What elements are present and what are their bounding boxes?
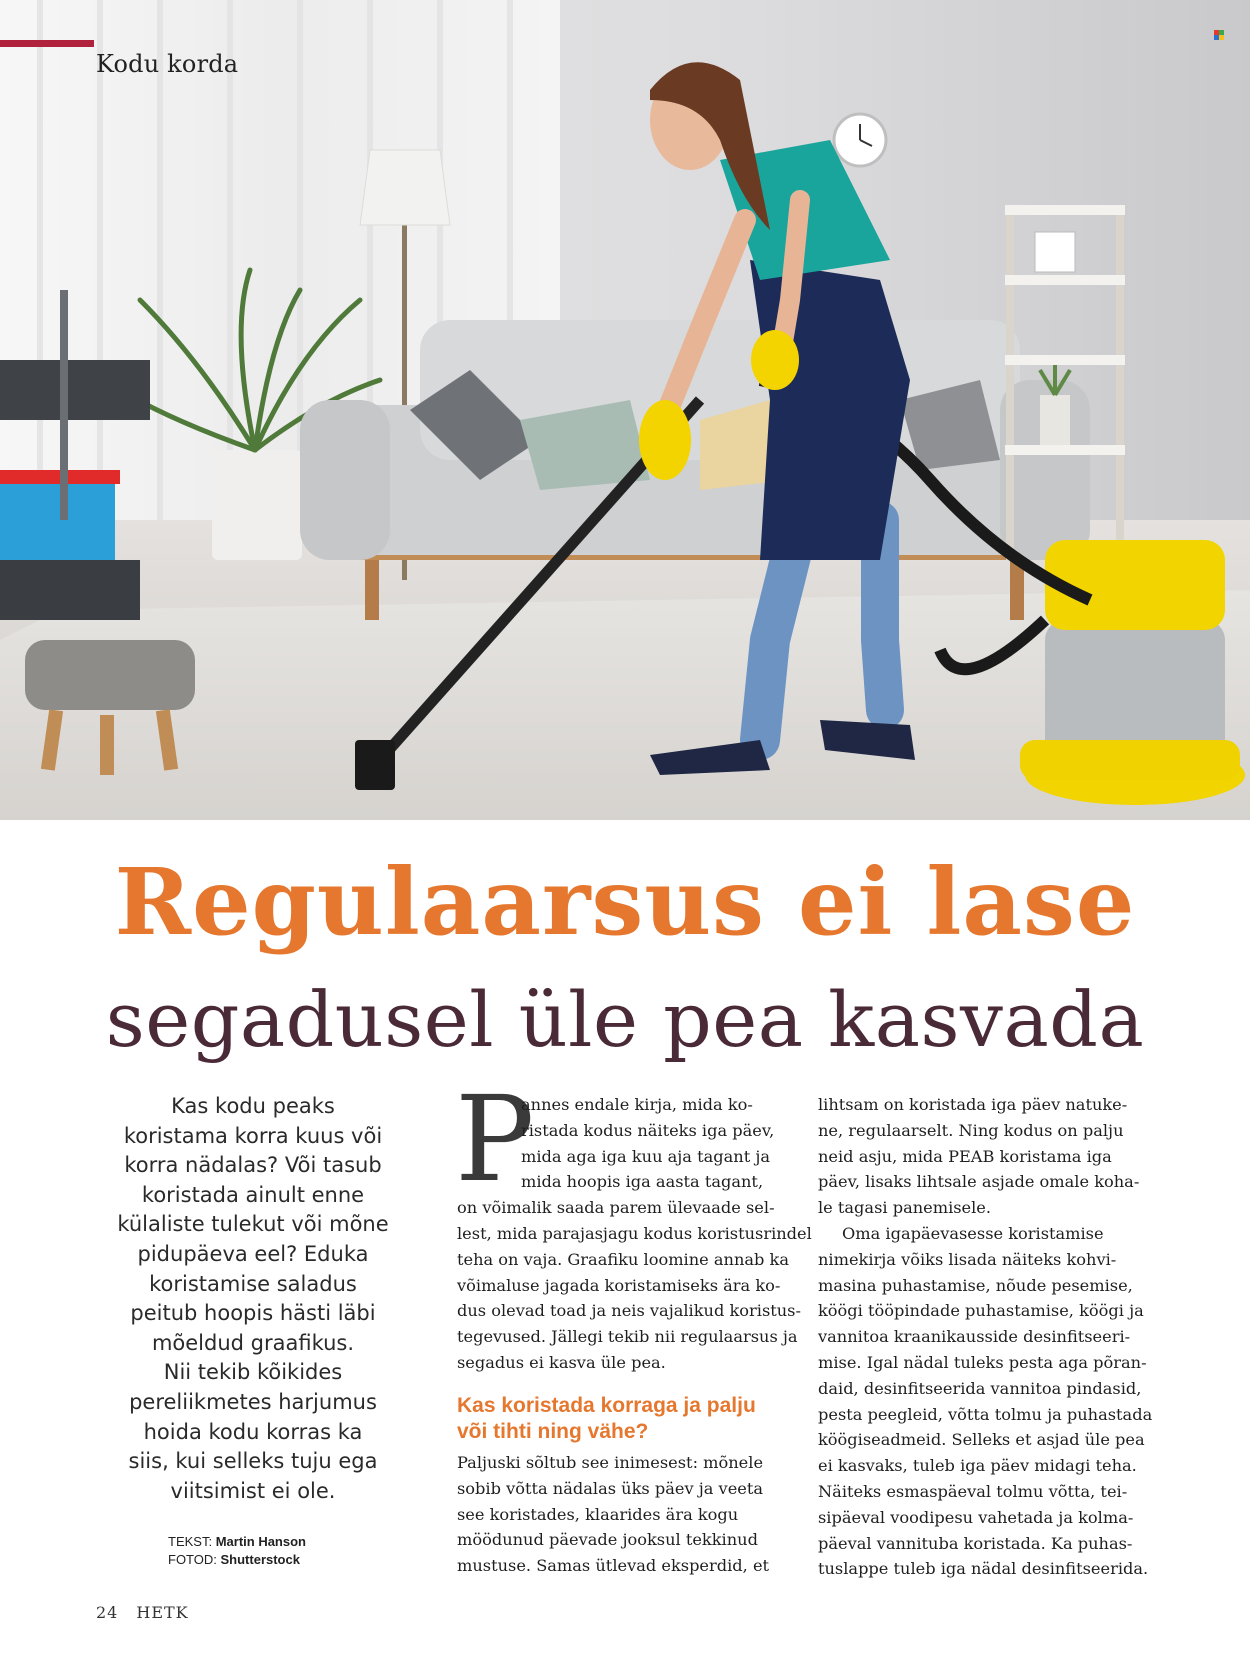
body-line: Oma igapäevasesse koristamise — [842, 1223, 1104, 1243]
headline-line-1: Regulaarsus ei lase — [114, 848, 1136, 956]
section-label: Kodu korda — [96, 50, 239, 78]
body-line: mise. Igal nädal tuleks pesta aga põran- — [818, 1352, 1147, 1372]
body-line: ei kasvaks, tuleb iga päev midagi teha. — [818, 1456, 1137, 1476]
body-line: päev, lisaks lihtsale asjade omale koha- — [818, 1172, 1140, 1192]
intro-line: mõeldud graafikus. — [151, 1330, 355, 1355]
body-line: möödunud päevade jooksul tekkinud — [457, 1530, 758, 1550]
intro-line: Kas kodu peaks — [171, 1094, 335, 1118]
page-footer — [96, 1603, 207, 1622]
body-line: mida aga iga kuu aja tagant ja — [521, 1146, 771, 1166]
body-line: päeval vannituba koristada. Ka puhas- — [818, 1533, 1133, 1553]
photo-credit-source: Shutterstock — [220, 1552, 300, 1567]
body-line: annes endale kirja, mida ko- — [521, 1095, 753, 1114]
body-line: pesta peegleid, võtta tolmu ja puhastada — [818, 1404, 1153, 1424]
body-line: võimaluse jagada koristamiseks ära ko- — [457, 1275, 781, 1295]
photo-credit-label: FOTOD: — [168, 1552, 217, 1567]
body-line: Paljuski sõltub see inimesest: mõnele — [457, 1453, 764, 1472]
body-line: mustuse. Samas ütlevad eksperdid, et — [457, 1556, 770, 1576]
body-line: tegevused. Jällegi tekib nii regulaarsus ja — [457, 1327, 798, 1347]
body-line: ne, regulaarselt. Ning kodus on palju — [818, 1120, 1124, 1140]
photo-credit — [168, 1551, 306, 1569]
intro-line: koristada ainult enne — [141, 1182, 365, 1207]
body-line: köögiseadmeid. Selleks et asjad üle pea — [818, 1430, 1145, 1450]
body-line: neid asju, mida PEAB koristama iga — [818, 1146, 1112, 1166]
text-credit-author: Martin Hanson — [215, 1534, 306, 1549]
body-line: tuslappe tuleb iga nädal desinfitseerida. — [818, 1559, 1149, 1579]
body-line: ristada kodus näiteks iga päev, — [521, 1120, 775, 1140]
body-line: vannitoa kraanikausside desinfitseeri- — [818, 1327, 1131, 1347]
intro-line: pidupäeva eel? Eduka — [137, 1241, 369, 1266]
body-column-2-continued — [457, 1450, 777, 1579]
intro-line: koristama korra kuus või — [123, 1123, 383, 1148]
body-line: sipäeval voodipesu vahetada ja kolma- — [818, 1507, 1134, 1527]
intro-line: Nii tekib kõikides — [163, 1360, 343, 1385]
body-line: lest, mida parajasjagu kodus koristusrindel — [457, 1223, 812, 1243]
body-line: see koristades, klaarides ära kogu — [457, 1504, 739, 1524]
body-line: lihtsam on koristada iga päev natuke- — [818, 1095, 1128, 1114]
intro-line: hoida kodu korras ka — [143, 1419, 363, 1444]
body-column-3 — [818, 1092, 1163, 1582]
drop-cap: P — [455, 1070, 535, 1208]
text-credit — [168, 1533, 306, 1551]
body-line: Näiteks esmaspäeval tolmu võtta, tei- — [818, 1481, 1128, 1501]
body-line: on võimalik saada parem ülevaade sel- — [457, 1198, 775, 1218]
page-number: 24 — [96, 1603, 119, 1622]
article-credits — [168, 1533, 306, 1569]
intro-line: viitsimist ei ole. — [170, 1478, 336, 1503]
body-line: daid, desinfitseerida vannitoa pindasid, — [818, 1378, 1142, 1398]
body-column-2 — [457, 1092, 812, 1376]
body-line: sobib võtta nädalas üks päev ja veeta — [457, 1478, 764, 1498]
body-line: nimekirja võiks lisada näiteks kohvi- — [818, 1249, 1117, 1269]
section-accent-bar — [0, 40, 94, 47]
hero-photo — [0, 0, 1250, 820]
body-line: masina puhastamise, nõude pesemise, — [818, 1275, 1133, 1295]
intro-line: koristamise saladus — [149, 1271, 357, 1296]
intro-line: korra nädalas? Või tasub — [124, 1153, 382, 1178]
body-line: segadus ei kasva üle pea. — [457, 1352, 666, 1372]
body-line: mida hoopis iga aasta tagant, — [521, 1172, 764, 1192]
intro-lead — [78, 1092, 428, 1506]
intro-line: külaliste tulekut või mõne — [117, 1212, 389, 1237]
body-line: köögi tööpindade puhastamise, köögi ja — [818, 1301, 1144, 1321]
woman-vacuuming-living-room-photo — [0, 0, 1250, 820]
intro-line: pereliikmetes harjumus — [129, 1389, 377, 1414]
intro-line: peitub hoopis hästi läbi — [130, 1301, 376, 1326]
magazine-name: HETK — [136, 1603, 189, 1622]
subheading: Kas koristada korraga ja palju või tihti ning vähe? — [457, 1394, 756, 1443]
intro-line: siis, kui selleks tuju ega — [128, 1449, 378, 1474]
text-credit-label: TEKST: — [168, 1534, 213, 1549]
body-line: le tagasi panemisele. — [818, 1198, 992, 1218]
body-line: teha on vaja. Graafiku loomine annab ka — [457, 1249, 789, 1269]
headline-line-2: segadusel üle pea kasvada — [105, 975, 1145, 1064]
registration-mark-icon — [1214, 30, 1224, 40]
body-line: dus olevad toad ja neis vajalikud koristus- — [457, 1301, 801, 1321]
